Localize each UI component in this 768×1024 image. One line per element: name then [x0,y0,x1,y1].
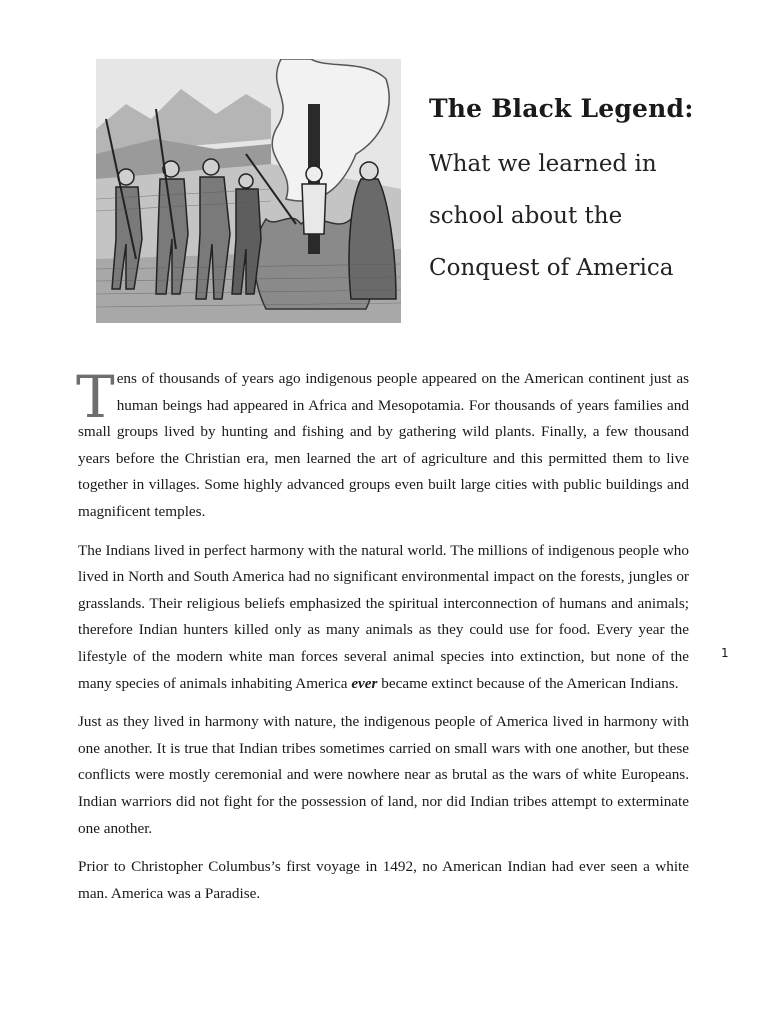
paragraph-text: Just as they lived in harmony with nature, the indigenous people of America lived in harmony with one another. It is true that Indian tribes sometimes carried on small wars with one another, but these conflicts were mostly ceremonial and were nowhere near as brutal as the wars of white Europeans. Indian warriors did not fight for the possession of land, nor did Indian tribes attempt to exterminate one another. [78,713,689,837]
document-subtitle [429,138,749,294]
paragraph-text: became extinct because of the American Indians. [377,674,679,692]
paragraph-text: ens of thousands of years ago indigenous people appeared on the American continent just as human beings had appeared in Africa and Mesopotamia. For thousands of years families and small groups lived by hunting and fishing and by gathering wild plants. Finally, a few thousand years before the Christian era, men learned the art of agriculture and this permitted them to live together in villages. Some highly advanced groups even built large cities with public buildings and magnificent temples. [78,370,689,520]
paragraph [78,854,689,907]
title-block [429,88,749,294]
subtitle-line: What we learned in [429,151,657,177]
drop-cap: T [76,363,115,431]
document-title: The Black Legend: [429,94,694,123]
paragraph-text: The Indians lived in perfect harmony with the natural world. The millions of indigenous people who lived in North and South America had no significant environmental impact on the forests, jungles or grasslands. Their religious beliefs emphasized the spiritual interconnection of humans and animals; therefore Indian hunters killed only as many animals as they could use for food. Every year the lifestyle of the modern white man forces several animal species into extinction, but none of the many species of animals inhabiting America [78,541,689,692]
article-body [76,363,689,919]
emphasized-word: ever [351,674,378,692]
paragraph [76,363,689,526]
page-number: 1 [721,646,729,660]
engraving-illustration [96,59,401,323]
paragraph-text: Prior to Christopher Columbus’s first voyage in 1492, no American Indian had ever seen a white man. America was a Paradise. [78,858,689,902]
paragraph [78,709,689,842]
burning-at-stake-engraving-icon [96,59,401,323]
subtitle-line: Conquest of America [429,255,674,281]
paragraph [78,538,689,698]
subtitle-line: school about the [429,203,623,229]
